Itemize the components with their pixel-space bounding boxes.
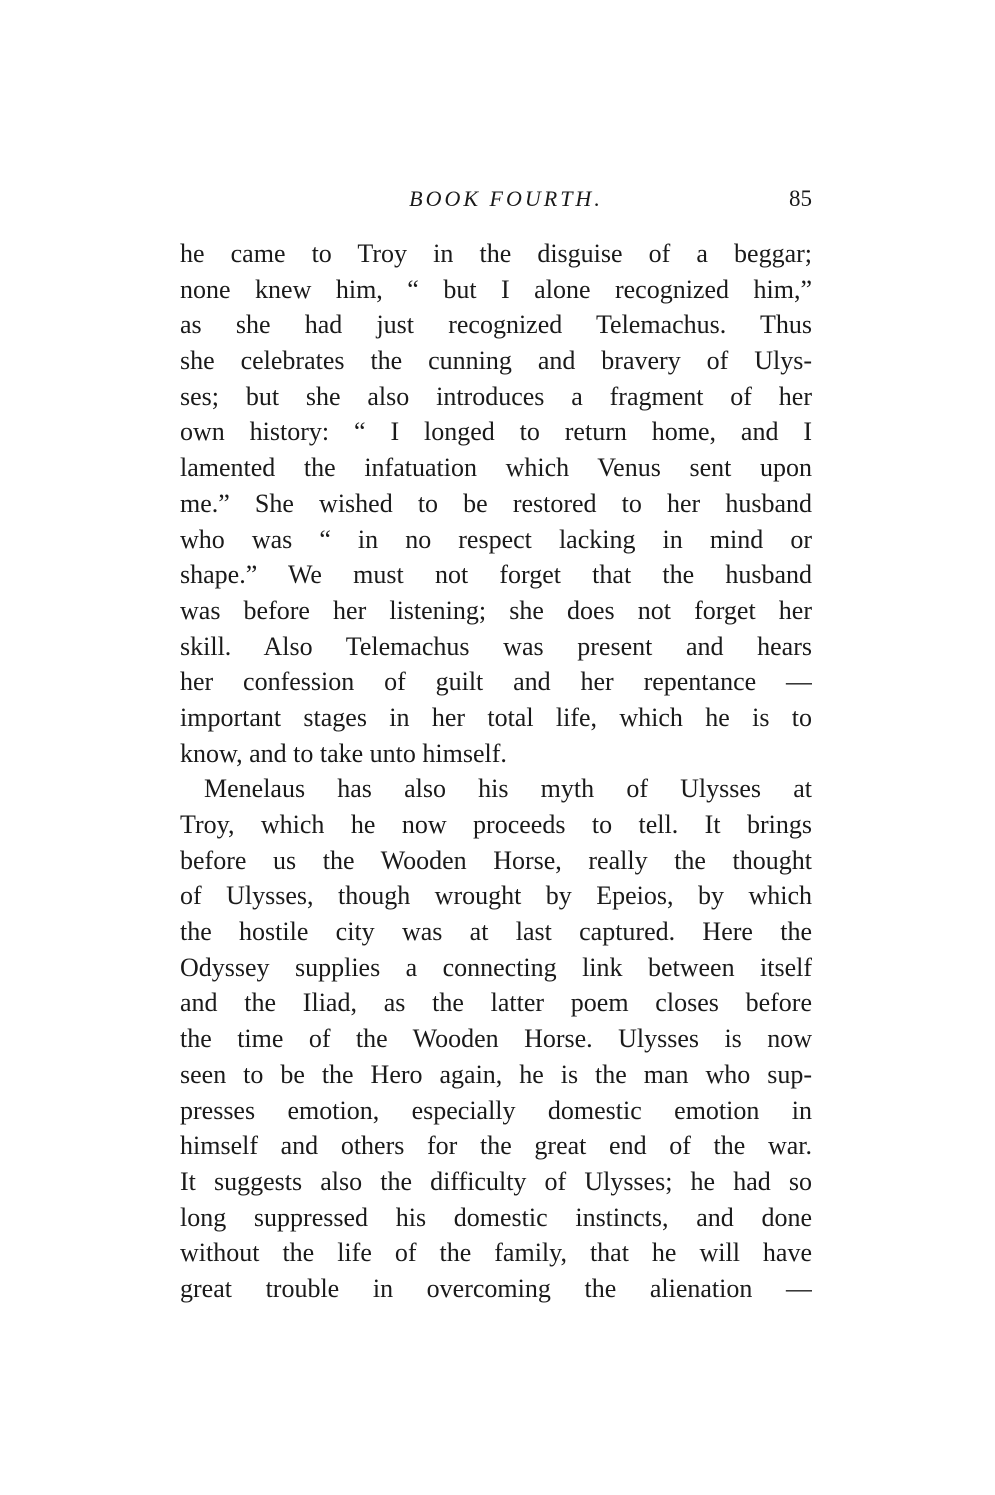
- text-line: she celebrates the cunning and bravery of Ulys-: [180, 346, 812, 376]
- text-line: long suppressed his domestic instincts, and done: [180, 1202, 812, 1232]
- text-line: Menelaus has also his myth of Ulysses at: [204, 774, 812, 804]
- text-line: was before her listening; she does not forget her: [180, 595, 812, 625]
- text-line: none knew him, “ but I alone recognized him,”: [180, 274, 812, 304]
- text-line: Troy, which he now proceeds to tell. It brings: [180, 810, 812, 839]
- text-line: of Ulysses, though wrought by Epeios, by which: [180, 881, 812, 911]
- text-line: he came to Troy in the disguise of a beggar;: [180, 239, 812, 268]
- text-line: me.” She wished to be restored to her husband: [180, 488, 812, 518]
- text-line: skill. Also Telemachus was present and hears: [180, 631, 812, 661]
- running-head: [180, 183, 812, 215]
- page-number: 85: [789, 186, 812, 211]
- text-line: great trouble in overcoming the alienation —: [180, 1273, 812, 1303]
- text-line: own history: “ I longed to return home, and I: [180, 417, 812, 447]
- running-head-title: BOOK FOURTH.: [409, 186, 603, 211]
- text-line: important stages in her total life, which he is to: [180, 702, 812, 732]
- paragraph: [180, 771, 812, 1306]
- text-line: the hostile city was at last captured. Here the: [180, 917, 812, 947]
- text-line: seen to be the Hero again, he is the man who sup-: [180, 1059, 812, 1089]
- text-line: shape.” We must not forget that the husband: [180, 560, 812, 590]
- text-line: himself and others for the great end of the war.: [180, 1131, 812, 1161]
- text-line: presses emotion, especially domestic emotion in: [180, 1095, 812, 1125]
- paragraph: [180, 236, 812, 771]
- body-text: [180, 236, 812, 1307]
- text-line: before us the Wooden Horse, really the thought: [180, 845, 812, 875]
- text-line: as she had just recognized Telemachus. Thus: [180, 310, 812, 340]
- text-line: and the Iliad, as the latter poem closes before: [180, 988, 812, 1018]
- text-line: who was “ in no respect lacking in mind or: [180, 524, 812, 554]
- text-line: Odyssey supplies a connecting link between itself: [180, 952, 812, 982]
- text-line: without the life of the family, that he will have: [180, 1238, 812, 1268]
- text-line: ses; but she also introduces a fragment of her: [180, 381, 812, 411]
- text-line: It suggests also the difficulty of Ulysses; he had so: [180, 1166, 812, 1196]
- text-line: know, and to take unto himself.: [180, 738, 507, 768]
- text-line: the time of the Wooden Horse. Ulysses is now: [180, 1024, 812, 1054]
- text-line: her confession of guilt and her repentance —: [180, 667, 812, 697]
- text-line: lamented the infatuation which Venus sent upon: [180, 453, 812, 483]
